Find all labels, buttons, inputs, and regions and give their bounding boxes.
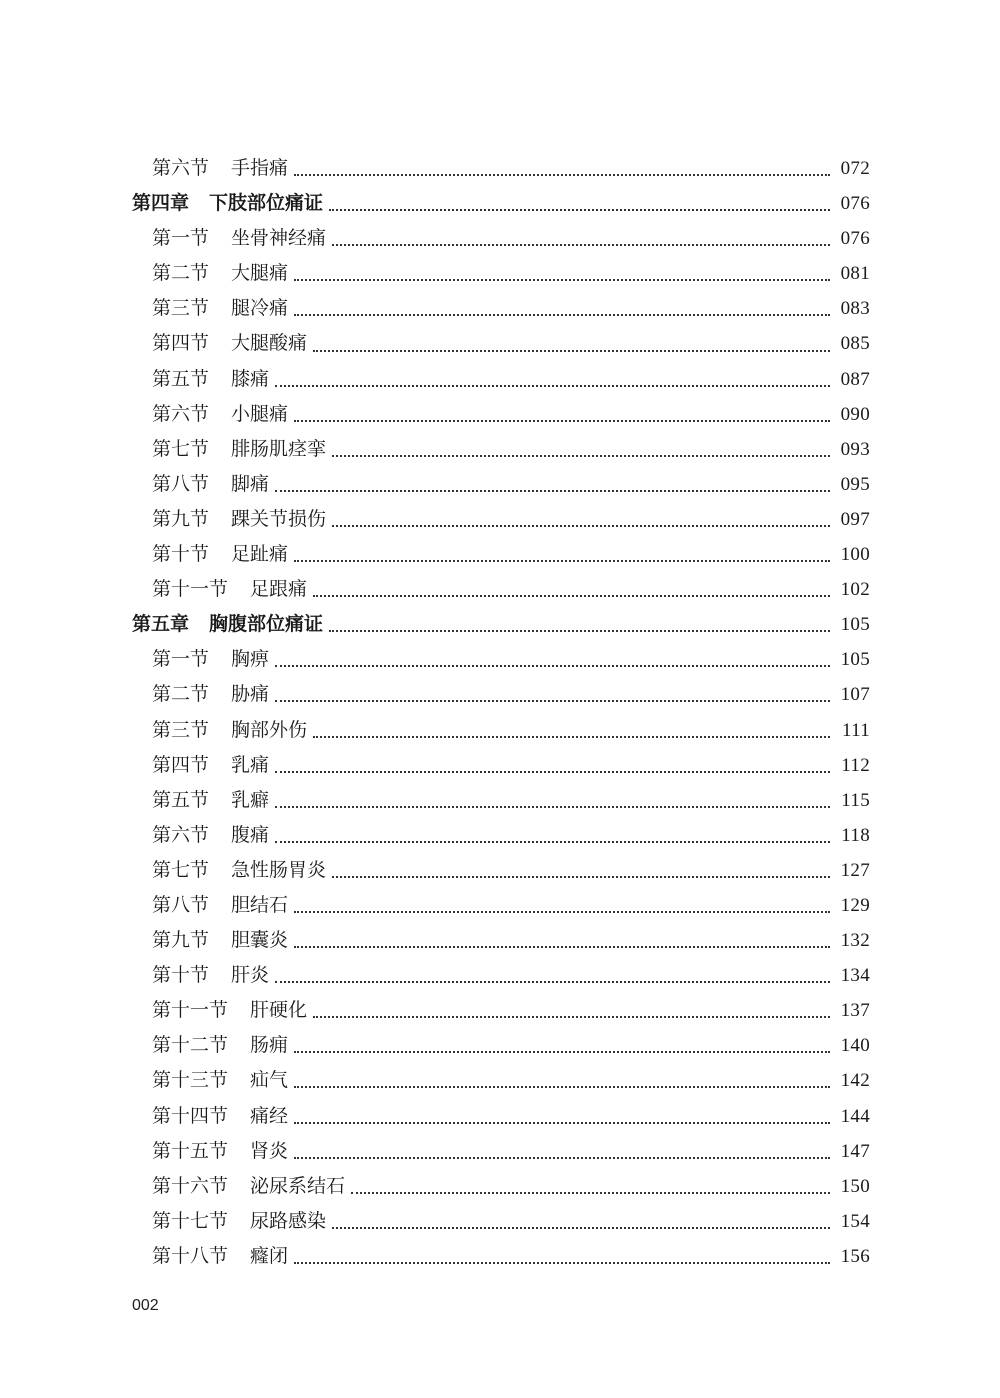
dot-leader (332, 243, 830, 246)
entry-number-label: 第八节 (152, 893, 210, 916)
entry-number-label: 第五节 (152, 367, 210, 390)
entry-title: 尿路感染 (250, 1209, 327, 1232)
entry-number-label: 第十一节 (152, 578, 229, 601)
toc-section-entry[interactable] (132, 677, 870, 712)
dot-leader (294, 173, 830, 176)
entry-title: 手指痛 (231, 157, 289, 179)
entry-title: 胁痛 (231, 683, 270, 706)
dot-leader (294, 278, 830, 281)
entry-number-label: 第一节 (152, 227, 210, 250)
toc-section-entry[interactable] (132, 748, 870, 783)
entry-number-label: 第十三节 (152, 1069, 229, 1092)
toc-section-entry[interactable] (132, 537, 870, 572)
toc-chapter-entry[interactable] (132, 186, 870, 221)
dot-leader (275, 770, 830, 773)
toc-section-entry[interactable] (132, 432, 870, 467)
dot-leader (294, 910, 830, 913)
entry-number-label: 第六节 (152, 402, 210, 425)
entry-page-number: 129 (840, 894, 870, 916)
entry-title: 肾炎 (250, 1139, 289, 1162)
entry-number-label: 第十节 (152, 964, 210, 987)
dot-leader (332, 454, 830, 457)
entry-title: 胆结石 (231, 893, 289, 916)
entry-number-label: 第九节 (152, 507, 210, 530)
entry-number-label: 第五节 (152, 788, 210, 811)
dot-leader (313, 1015, 830, 1018)
dot-leader (313, 594, 830, 597)
dot-leader (294, 1085, 830, 1088)
entry-page-number: 076 (840, 193, 870, 215)
toc-section-entry[interactable] (132, 1134, 870, 1169)
entry-number-label: 第六节 (152, 157, 210, 179)
entry-title: 乳癖 (231, 788, 270, 811)
toc-section-entry[interactable] (132, 291, 870, 326)
dot-leader (294, 1121, 830, 1124)
entry-page-number: 150 (840, 1175, 870, 1197)
dot-leader (294, 945, 830, 948)
toc-section-entry[interactable] (132, 467, 870, 502)
dot-leader (294, 419, 830, 422)
entry-page-number: 100 (840, 544, 870, 566)
entry-title: 腓肠肌痉挛 (231, 437, 327, 460)
entry-page-number: 132 (840, 930, 870, 952)
entry-page-number: 105 (840, 649, 870, 671)
toc-section-entry[interactable] (132, 818, 870, 853)
entry-title: 足跟痛 (250, 578, 308, 601)
entry-page-number: 144 (840, 1105, 870, 1127)
page-number: 002 (132, 1297, 159, 1314)
entry-page-number: 093 (840, 438, 870, 460)
toc-section-entry[interactable] (132, 221, 870, 256)
dot-leader (275, 664, 830, 667)
entry-page-number: 115 (841, 789, 870, 811)
entry-title: 痛经 (250, 1104, 289, 1127)
dot-leader (313, 349, 830, 352)
entry-number-label: 第六节 (152, 823, 210, 846)
entry-page-number: 118 (841, 824, 870, 846)
entry-number-label: 第二节 (152, 683, 210, 706)
toc-section-entry[interactable] (132, 642, 870, 677)
entry-number-label: 第二节 (152, 262, 210, 285)
dot-leader (294, 559, 830, 562)
entry-page-number: 112 (841, 754, 870, 776)
toc-section-entry[interactable] (132, 362, 870, 397)
toc-section-entry[interactable] (132, 256, 870, 291)
entry-page-number: 134 (840, 965, 870, 987)
entry-title: 下肢部位痛证 (209, 192, 324, 215)
dot-leader (275, 699, 830, 702)
dot-leader (313, 735, 830, 738)
entry-page-number: 137 (840, 1000, 870, 1022)
toc-section-entry[interactable] (132, 993, 870, 1028)
entry-title: 腿冷痛 (231, 297, 289, 320)
entry-number-label: 第三节 (152, 297, 210, 320)
entry-page-number: 083 (840, 298, 870, 320)
entry-title: 膝痛 (231, 367, 270, 390)
dot-leader (329, 629, 830, 632)
entry-number-label: 第十节 (152, 543, 210, 566)
entry-page-number: 095 (840, 473, 870, 495)
entry-page-number: 107 (840, 684, 870, 706)
toc-section-entry[interactable] (132, 1063, 870, 1098)
toc-section-entry[interactable] (132, 1028, 870, 1063)
entry-number-label: 第四节 (152, 332, 210, 355)
toc-section-entry[interactable] (132, 958, 870, 993)
entry-page-number: 090 (840, 403, 870, 425)
entry-title: 胸痹 (231, 648, 270, 671)
entry-page-number: 154 (840, 1210, 870, 1232)
entry-page-number: 105 (840, 614, 870, 636)
entry-page-number: 111 (842, 719, 870, 741)
entry-title: 乳痛 (231, 753, 270, 776)
dot-leader (294, 313, 830, 316)
toc-section-entry[interactable] (132, 572, 870, 607)
entry-number-label: 第四节 (152, 753, 210, 776)
entry-page-number: 142 (840, 1070, 870, 1092)
toc-section-entry[interactable] (132, 502, 870, 537)
dot-leader (275, 980, 830, 983)
dot-leader (332, 524, 830, 527)
entry-page-number: 147 (840, 1140, 870, 1162)
entry-number-label: 第五章 (132, 613, 190, 636)
dot-leader (275, 489, 830, 492)
entry-title: 肝炎 (231, 964, 270, 987)
entry-title: 坐骨神经痛 (231, 227, 327, 250)
entry-number-label: 第十一节 (152, 999, 229, 1022)
entry-number-label: 第十二节 (152, 1034, 229, 1057)
entry-number-label: 第三节 (152, 718, 210, 741)
entry-number-label: 第十六节 (152, 1174, 229, 1197)
entry-title: 急性肠胃炎 (231, 858, 327, 881)
entry-title: 疝气 (250, 1069, 289, 1092)
toc-section-entry[interactable] (132, 1099, 870, 1134)
entry-title: 小腿痛 (231, 402, 289, 425)
entry-number-label: 第七节 (152, 437, 210, 460)
entry-number-label: 第十七节 (152, 1209, 229, 1232)
dot-leader (294, 1261, 830, 1264)
toc-chapter-entry[interactable] (132, 607, 870, 642)
dot-leader (294, 1156, 830, 1159)
table-of-contents (132, 151, 870, 1274)
entry-page-number: 102 (840, 579, 870, 601)
toc-section-entry[interactable] (132, 783, 870, 818)
dot-leader (332, 1226, 830, 1229)
entry-page-number: 156 (840, 1245, 870, 1267)
toc-section-entry[interactable] (132, 151, 870, 186)
toc-section-entry[interactable] (132, 326, 870, 361)
dot-leader (275, 840, 830, 843)
entry-number-label: 第十八节 (152, 1244, 229, 1267)
entry-title: 腹痛 (231, 823, 270, 846)
entry-number-label: 第四章 (132, 192, 190, 215)
entry-title: 大腿酸痛 (231, 332, 308, 355)
entry-title: 足趾痛 (231, 543, 289, 566)
entry-title: 大腿痛 (231, 262, 289, 285)
toc-section-entry[interactable] (132, 1169, 870, 1204)
dot-leader (275, 384, 830, 387)
entry-page-number: 097 (840, 508, 870, 530)
entry-title: 胸腹部位痛证 (209, 613, 324, 636)
dot-leader (351, 1191, 830, 1194)
entry-page-number: 140 (840, 1035, 870, 1057)
entry-title: 癃闭 (250, 1244, 289, 1267)
toc-section-entry[interactable] (132, 1239, 870, 1274)
entry-page-number: 127 (840, 859, 870, 881)
toc-section-entry[interactable] (132, 1204, 870, 1239)
entry-page-number: 072 (840, 158, 870, 179)
entry-title: 踝关节损伤 (231, 507, 327, 530)
entry-number-label: 第八节 (152, 472, 210, 495)
dot-leader (275, 805, 830, 808)
entry-title: 胆囊炎 (231, 929, 289, 952)
toc-section-entry[interactable] (132, 923, 870, 958)
entry-title: 肝硬化 (250, 999, 308, 1022)
toc-section-entry[interactable] (132, 888, 870, 923)
entry-number-label: 第一节 (152, 648, 210, 671)
entry-title: 泌尿系结石 (250, 1174, 346, 1197)
toc-section-entry[interactable] (132, 713, 870, 748)
entry-title: 胸部外伤 (231, 718, 308, 741)
entry-page-number: 087 (840, 368, 870, 390)
entry-title: 脚痛 (231, 472, 270, 495)
dot-leader (332, 875, 830, 878)
toc-section-entry[interactable] (132, 853, 870, 888)
entry-page-number: 085 (840, 333, 870, 355)
dot-leader (294, 1050, 830, 1053)
entry-title: 肠痈 (250, 1034, 289, 1057)
dot-leader (329, 208, 830, 211)
entry-number-label: 第十五节 (152, 1139, 229, 1162)
toc-section-entry[interactable] (132, 397, 870, 432)
entry-page-number: 076 (840, 228, 870, 250)
entry-page-number: 081 (840, 263, 870, 285)
entry-number-label: 第十四节 (152, 1104, 229, 1127)
entry-number-label: 第七节 (152, 858, 210, 881)
entry-number-label: 第九节 (152, 929, 210, 952)
